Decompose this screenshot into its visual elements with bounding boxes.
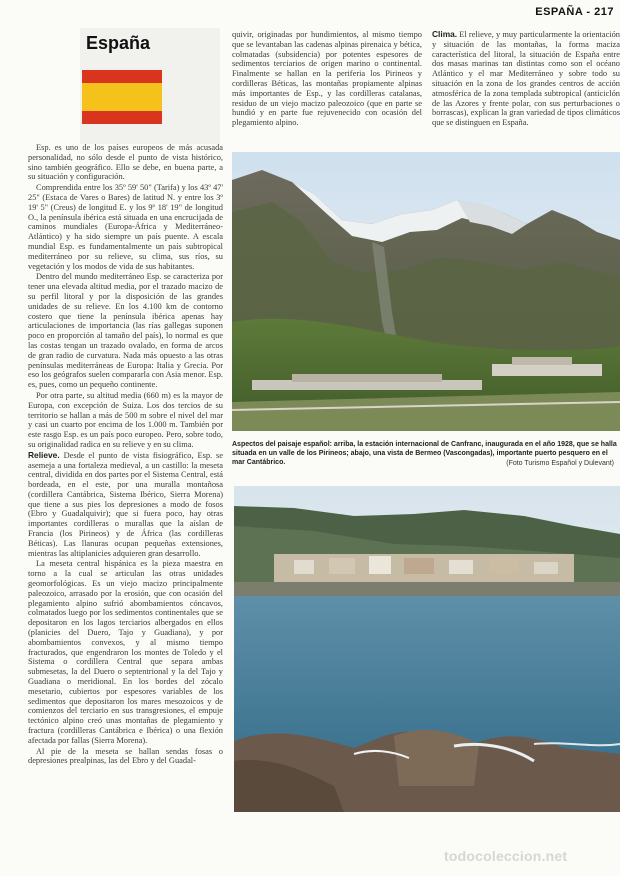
paragraph-intro: Esp. es uno de los países europeos de más acusada personalidad, no sólo desde el punto de vista histórico, sino también geográfico. Ello se debe, en buena parte, a su situación y configuración. — [28, 143, 223, 182]
paragraph-clima-body: El relieve, y muy particularmente la orientación y situación de las montañas, la forma maciza característica del litoral, la situación de España entre dos masas marinas tan distintas como son el océano Atlántico y el mar Mediterráneo y sobre todo su situación en la zona de los grandes centros de acción atmosférica de la zona templada subtropical (anticiclón de las Azores y frente polar, con sus perturbaciones o borrascas), explican la gran variedad de tipos climáticos que se distinguen en España. — [432, 30, 620, 128]
spain-flag-image — [82, 70, 162, 124]
paragraph-continuation: quivir, originadas por hundimientos, al mismo tiempo que se levantaban las cadenas alpinas pirenaica y bética, colmatadas (subsidencia) por potentes espesores de sedimentos terciarios de origen marino o continental. Finalmente se hallan en la periferia los Pirineos y cordilleras Béticas, las montañas propiamente alpinas más importantes de Esp., y las cordilleras catalanas, residuo de un viejo macizo paleozoico (que en parte se hundió y en parte fue rejuvenecido con ocasión del plegamiento alpino. — [232, 30, 422, 128]
flag-red-stripe-top — [82, 70, 162, 83]
harbor-landscape-image — [234, 486, 620, 812]
page-title: España — [86, 33, 151, 53]
left-text-column — [28, 143, 223, 766]
right-text-column — [432, 30, 620, 128]
paragraph-altitude: Por otra parte, su altitud media (660 m) es la mayor de Europa, con excepción de Suiza. Los dos tercios de su territorio se hallan a más de 500 m sobre el nivel del mar y casi un cuarto por encima de los 1.000 m. También por este rasgo Esp. es un país poco europeo. Pero, sobre todo, su originalidad radica en su relieve y en su clima. — [28, 390, 223, 449]
paragraph-location: Comprendida entre los 35º 59' 50" (Tarifa) y los 43º 47' 25" (Estaca de Vares o Bares) de latitud N. y entre los 3º 19' 5" (Creus) de longitud E. y los 9º 18' 19" de longitud O., la península ibérica está situada en una encrucijada de caminos mundiales (Europa-África y Mediterráneo-Atlántico) y ha sido siempre un país puente. A escala mundial Esp. es fundamentalmente un país subtropical mediterráneo por su relieve, su clima, sus ríos, su vegetación y los modos de vida de sus habitantes. — [28, 183, 223, 271]
middle-text-column — [232, 30, 422, 128]
flag-red-stripe-bottom — [82, 111, 162, 124]
photo-credit: (Foto Turismo Español y Dulevant) — [506, 460, 614, 467]
paragraph-depresiones: Al pie de la meseta se hallan sendas fosas o depresiones prealpinas, las del Ebro y del Guadal- — [28, 746, 223, 766]
photo-caption: Aspectos del paisaje español: arriba, la estación internacional de Canfranc, inaugurada en el año 1928, que se halla situada en un valle de los Pirineos; abajo, una vista de Bermeo (Vascongadas), importante puerto pesquero en el mar Cantábrico. — [232, 441, 617, 466]
mountain-landscape-image — [232, 152, 620, 431]
section-heading-relieve: Relieve. — [28, 449, 60, 460]
flag-yellow-stripe — [82, 83, 162, 111]
paragraph-clima — [432, 30, 620, 128]
paragraph-mediterranean: Dentro del mundo mediterráneo Esp. se caracteriza por tener una elevada altitud media, por el trazado macizo de su perfil litoral y por la disposición de las grandes unidades de su relieve. En los 4.100 km de contorno costero que tiene la península ibérica apenas hay articulaciones de importancia (las rías gallegas suponen poco en proporción al tamaño del país), lo normal es que las costas tengan un trazado ovalado, en forma de arcos de gran radio de curvatura. Nada más opuesto a las otras penínsulas mediterráneas de Europa: Italia y Grecia. Por eso los geógrafos suelen compararla con Asia menor. Esp. es, pues, como un pequeño continente. — [28, 272, 223, 390]
photo-canfranc-mountains — [232, 152, 620, 431]
paragraph-relieve — [28, 451, 223, 559]
watermark-text: todocoleccion.net — [444, 848, 568, 864]
paragraph-meseta: La meseta central hispánica es la pieza maestra en torno a la cual se articulan las otras unidades geomorfológicas. Es un viejo macizo principalmente paleozoico, arrasado por la erosión, que con ocasión del plegamiento alpino sufrió abombamientos cóncavos, colmatados luego por los sedimentos continentales que se depositaron en los lagos terciarios albergados en ellos (planicies del Duero, Tajo y Guadiana), y por abombamientos convexos, y al mismo tiempo fracturados, que engendraron los montes de Toledo y el Sistema o cordillera Central que separa ambas submesetas, la del Duero o septentrional y la del Tajo y Guadiana o meridional. En los bordes del zócalo mesetario, cubiertos por espesores variables de los sedimentos que depositaron los mares mesozoicos y de comienzos del terciario en sus transgresiones, el empuje tectónico alpino creó unas montañas de plegamiento y fractura (cordilleras Cantábrica e Ibérica) o una flexión afectada por fallas (Sierra Morena). — [28, 559, 223, 745]
section-heading-clima: Clima. — [432, 29, 458, 39]
photo-bermeo-harbor — [234, 486, 620, 812]
running-head: ESPAÑA - 217 — [535, 6, 614, 18]
paragraph-relieve-body: Desde el punto de vista fisiográfico, Esp. se asemeja a una fortaleza medieval, a un castillo: la meseta central, dividida en dos partes por el Sistema Central, está bordeada, en el este, por una muralla montañosa (cordillera Cantábrica, Sistema Ibérico, Sierra Morena) que tiene a sus pies los depresiones a modo de fosos (Ebro y Guadalquivir); que si fuera poco, hay otras importantes cordilleras o murallas que la aíslan de Francia (los Pirineos) y de África (las cordilleras Béticas). Las llanuras ocupan pequeñas extensiones, mientras las altiplanicies adquieren gran desarrollo. — [28, 450, 223, 558]
